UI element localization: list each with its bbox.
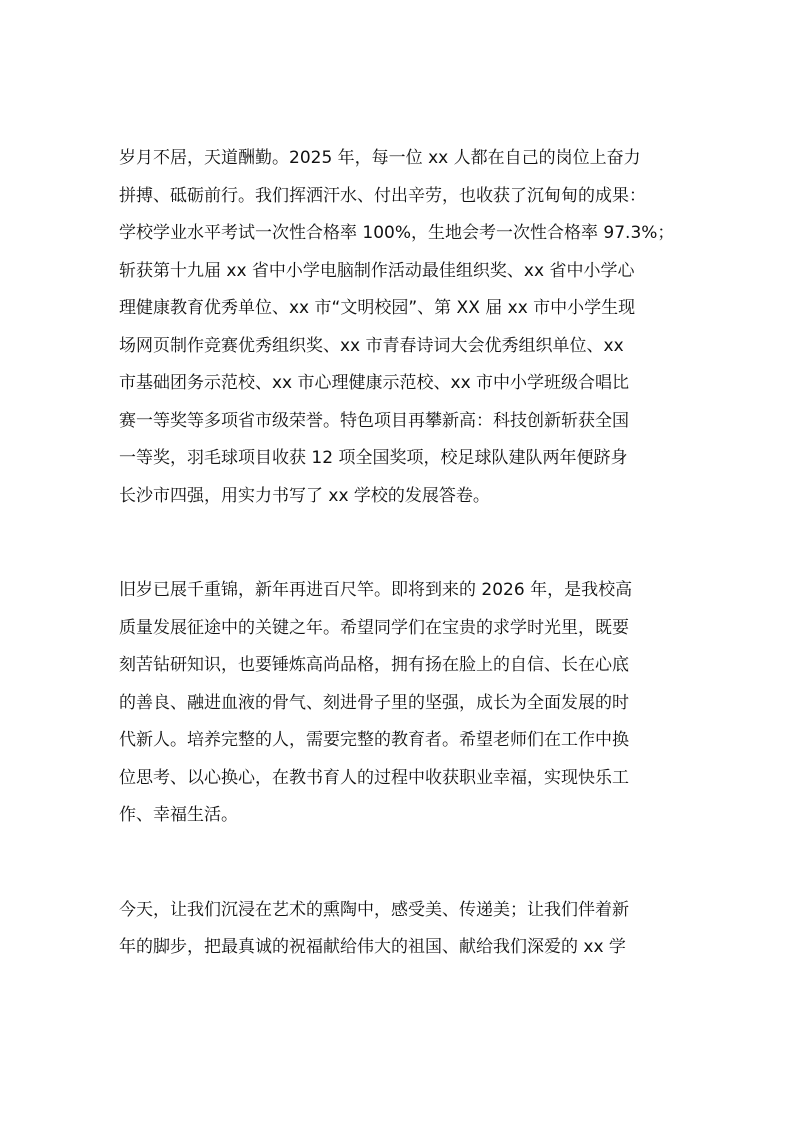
text-line: 代新人。培养完整的人，需要完整的教育者。希望老师们在工作中换 bbox=[119, 730, 629, 750]
text-line: 市基础团务示范校、xx 市心理健康示范校、xx 市中小学班级合唱比 bbox=[119, 373, 630, 393]
text-line: 作、幸福生活。 bbox=[119, 805, 238, 825]
text-line: 年的脚步，把最真诚的祝福献给伟大的祖国、献给我们深爱的 xx 学 bbox=[119, 937, 626, 957]
text-line: 刻苦钻研知识，也要锤炼高尚品格，拥有扬在脸上的自信、长在心底 bbox=[119, 655, 629, 675]
paragraph-closing bbox=[119, 892, 689, 967]
text-line: 拼搏、砥砺前行。我们挥洒汗水、付出辛劳，也收获了沉甸甸的成果： bbox=[119, 185, 646, 206]
text-line: 旧岁已展千重锦，新年再进百尺竿。即将到来的 2026 年，是我校高 bbox=[119, 580, 633, 600]
text-line: 一等奖，羽毛球项目收获 12 项全国奖项，校足球队建队两年便跻身 bbox=[119, 448, 628, 468]
text-line: 位思考、以心换心，在教书育人的过程中收获职业幸福，实现快乐工 bbox=[119, 767, 629, 788]
text-line: 理健康教育优秀单位、xx 市“文明校园”、第 XX 届 xx 市中小学生现 bbox=[119, 298, 636, 318]
text-line: 质量发展征途中的关键之年。希望同学们在宝贵的求学时光里，既要 bbox=[119, 617, 629, 638]
document-body bbox=[119, 140, 689, 967]
text-line: 场网页制作竞赛优秀组织奖、xx 市青春诗词大会优秀组织单位、xx bbox=[119, 335, 624, 356]
text-line: 的善良、融进血液的骨气、刻进骨子里的坚强，成长为全面发展的时 bbox=[119, 692, 629, 713]
paragraph-achievements bbox=[119, 140, 689, 515]
text-line: 赛一等奖等多项省市级荣誉。特色项目再攀新高：科技创新斩获全国 bbox=[119, 410, 629, 431]
text-line: 长沙市四强，用实力书写了 xx 学校的发展答卷。 bbox=[119, 485, 490, 506]
paragraph-spacer bbox=[119, 835, 689, 892]
text-line: 斩获第十九届 xx 省中小学电脑制作活动最佳组织奖、xx 省中小学心 bbox=[119, 260, 635, 281]
text-line: 学校学业水平考试一次性合格率 100%，生地会考一次性合格率 97.3%； bbox=[119, 223, 675, 243]
paragraph-spacer bbox=[119, 515, 689, 572]
text-line: 今天，让我们沉浸在艺术的熏陶中，感受美、传递美；让我们伴着新 bbox=[119, 899, 629, 920]
paragraph-new-year-hopes bbox=[119, 572, 689, 835]
text-line: 岁月不居，天道酬勤。2025 年，每一位 xx 人都在自己的岗位上奋力 bbox=[119, 148, 641, 168]
